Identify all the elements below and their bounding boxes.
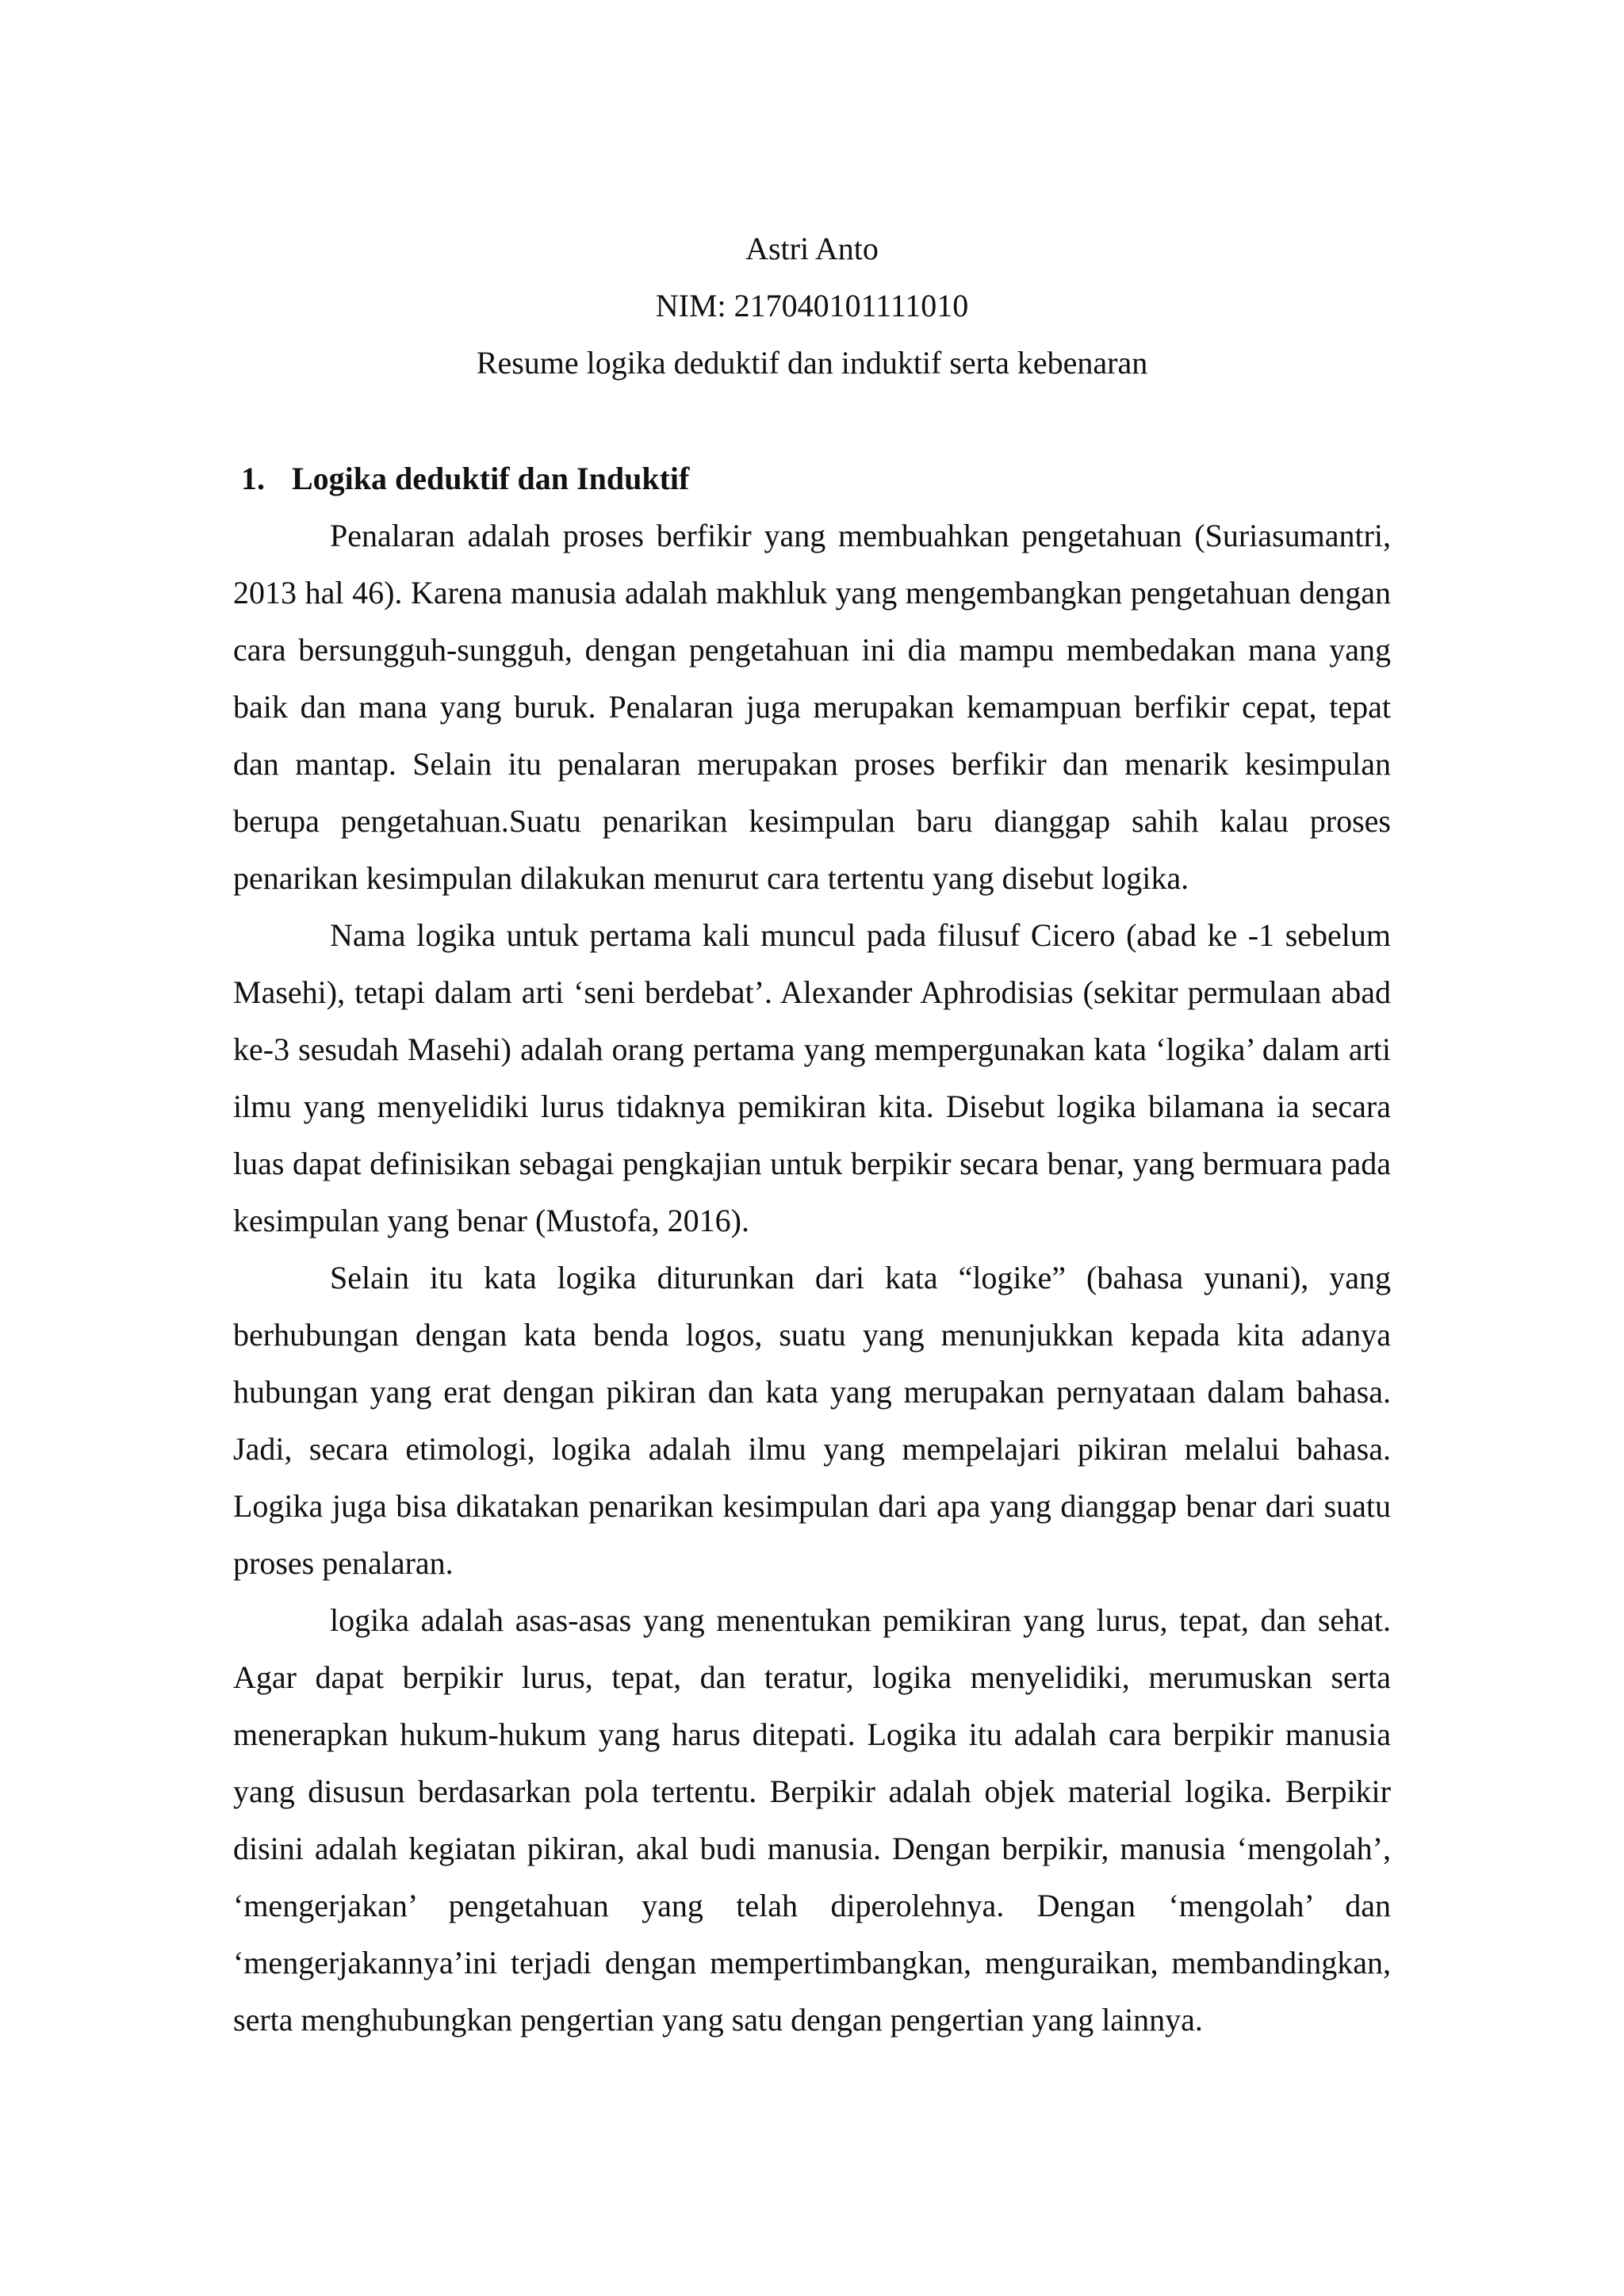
section-body — [233, 507, 1391, 2049]
student-id: NIM: 217040101111010 — [655, 288, 969, 323]
paragraph: Selain itu kata logika diturunkan dari kata “logike” (bahasa yunani), yang berhubungan dengan kata benda logos, suatu yang menunjukkan kepada kita adanya hubungan yang erat dengan pikiran dan kata yang merupakan pernyataan dalam bahasa. Jadi, secara etimologi, logika adalah ilmu yang mempelajari pikiran melalui bahasa. Logika juga bisa dikatakan penarikan kesimpulan dari apa yang dianggap benar dari suatu proses penalaran. — [233, 1260, 1391, 1581]
document-header — [0, 220, 1624, 392]
paragraph: Penalaran adalah proses berfikir yang membuahkan pengetahuan (Suriasumantri, 2013 hal 46). Karena manusia adalah makhluk yang mengembangkan pengetahuan dengan cara bersungguh-sungguh, dengan pengetahuan ini dia mampu membedakan mana yang baik dan mana yang buruk. Penalaran juga merupakan kemampuan berfikir cepat, tepat dan mantap. Selain itu penalaran merupakan proses berfikir dan menarik kesimpulan berupa pengetahuan.Suatu penarikan kesimpulan baru dianggap sahih kalau proses penarikan kesimpulan dilakukan menurut cara tertentu yang disebut logika. — [233, 518, 1391, 896]
section-title: Logika deduktif dan Induktif — [292, 461, 690, 496]
author-name: Astri Anto — [745, 231, 879, 266]
paragraph: logika adalah asas-asas yang menentukan pemikiran yang lurus, tepat, dan sehat. Agar dapat berpikir lurus, tepat, dan teratur, logika menyelidiki, merumuskan serta menerapkan hukum-hukum yang harus ditepati. Logika itu adalah cara berpikir manusia yang disusun berdasarkan pola tertentu. Berpikir adalah objek material logika. Berpikir disini adalah kegiatan pikiran, akal budi manusia. Dengan berpikir, manusia ‘mengolah’, ‘mengerjakan’ pengetahuan yang telah diperolehnya. Dengan ‘mengolah’ dan ‘mengerjakannya’ini terjadi dengan mempertimbangkan, menguraikan, membandingkan, serta menghubungkan pengertian yang satu dengan pengertian yang lainnya. — [233, 1602, 1391, 2038]
document-title: Resume logika deduktif dan induktif serta kebenaran — [476, 345, 1148, 381]
paragraph: Nama logika untuk pertama kali muncul pada filusuf Cicero (abad ke -1 sebelum Masehi), tetapi dalam arti ‘seni berdebat’. Alexander Aphrodisias (sekitar permulaan abad ke-3 sesudah Masehi) adalah orang pertama yang mempergunakan kata ‘logika’ dalam arti ilmu yang menyelidiki lurus tidaknya pemikiran kita. Disebut logika bilamana ia secara luas dapat definisikan sebagai pengkajian untuk berpikir secara benar, yang bermuara pada kesimpulan yang benar (Mustofa, 2016). — [233, 917, 1391, 1238]
section-heading — [241, 455, 689, 503]
section-number: 1. — [241, 461, 265, 496]
